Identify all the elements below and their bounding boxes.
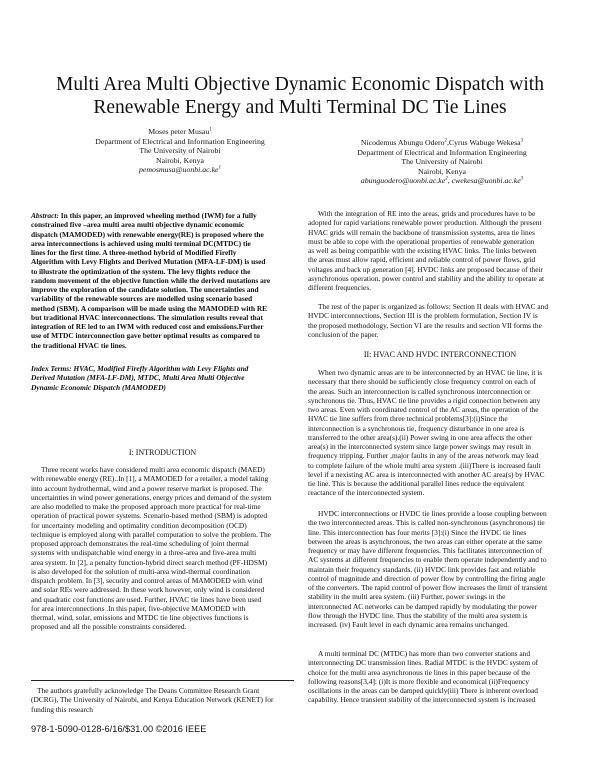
author-1-univ: The University of Nairobi [139, 146, 221, 156]
index-terms [31, 364, 294, 392]
section-2-paragraph-3 [308, 649, 572, 705]
author-2-univ: The University of Nairobi [401, 157, 483, 167]
right-intro-line: voltages and back up generation [4]. HVDC links are proposed because of their [308, 264, 543, 274]
author-3-email: , cwekesa@uonbi.ac.ke [447, 176, 521, 186]
index-terms-line: Dynamic Economic Dispatch (MAMODED) [31, 382, 166, 392]
abstract-line: but traditional HVAC interconnections. The simulation results reveal that [31, 312, 263, 322]
abstract-line: integration of RE led to an IWM with reduced cost and emissions.Further [31, 322, 264, 331]
sec2-line: reactance of the interconnected system. [308, 488, 425, 498]
author-3-name: ,Cyrus Wabuge Wekesa [446, 138, 521, 147]
intro-line: thermal, wind, solar, emissions and MTDC tie line objectives functions is [31, 613, 249, 622]
paper-title [40, 73, 560, 119]
right-intro-line: different frequencies. [308, 283, 372, 292]
footnote-rule [31, 680, 294, 681]
sec2-line: flow through the HVDC line. Thus the stability of the multi area system is [308, 610, 528, 620]
sec2-line: control of magnitude and direction of power flow by controlling the firing angle [308, 573, 545, 583]
abstract-line: use of MTDC interconnection gave better optimal results as compared to [31, 331, 260, 341]
sec2-line: capability. Hence transient stability of the interconnected system is increased [308, 695, 536, 705]
abstract-line: area interconnections is achieved using multi terminal DC(MTDC) tie [31, 238, 251, 248]
section-2-paragraph-2 [308, 509, 572, 629]
abstract-line: the traditional HVAC tie lines. [31, 340, 127, 350]
organization-paragraph [308, 302, 572, 339]
abstract-line: Algorithm with Levy Flights and Derived Mutation (MFA-LF-DM) is used [31, 257, 266, 267]
sec2-line: AC systems at different frequencies to enable them operate independently and to [308, 555, 547, 565]
abstract-line: lines for the first time. A three-method hybrid of Modified Firefly [31, 248, 237, 257]
intro-line: are also modelled to make the proposed approach more practical for real-time [31, 502, 261, 511]
organization-line: the proposed methodology, Section VI are the results and section VII forms the [308, 320, 542, 330]
abstract-line: method (SBM). A comparison will be made using the MAMODED with RE [31, 303, 268, 313]
footnote-line: (DCRG), The University of Nairobi, and Kenya Education Network (KENET) for [31, 695, 274, 705]
right-intro-paragraph [308, 209, 572, 292]
abstract [31, 211, 294, 350]
author-2-sup-1: 2 [444, 138, 447, 144]
author-block-1 [60, 127, 300, 175]
organization-line: conclusion of the paper. [308, 329, 379, 339]
index-terms-label: Index Terms: [31, 364, 72, 373]
abstract-line: to illustrate the optimization of the system. The levy flights reduce the [31, 266, 251, 276]
intro-line: with renewable energy (RE)..In [1], a MAMODED for a retailer, a model taking [31, 474, 269, 484]
right-intro-line: asynchronous operation, power control and stability and the ability to operate at [308, 273, 545, 283]
sec2-line: A multi terminal DC (MTDC) has more than two converter stations and [318, 649, 531, 658]
intro-line: for uncertainty modeling and optimality condition decomposition (OCD) [31, 520, 247, 530]
sec2-line: the areas. Such an interconnection is called synchronous interconnection or [308, 386, 531, 396]
title-line-2: Renewable Energy and Multi Terminal DC Tie Lines [93, 97, 507, 118]
author-1-name: Moses peter Musau [148, 127, 210, 136]
sec2-line: maintain their frequency standards. (ii) HVDC link provides fast and reliable [308, 564, 536, 574]
author-2-email-sup: 2 [445, 176, 448, 182]
author-block-2 [312, 138, 572, 186]
author-2-city: Nairobi, Kenya [417, 166, 467, 176]
sec2-line: the two interconnected areas. This is called non-synchronous (asynchronous) tie [308, 518, 545, 528]
intro-line: proposed and all the possible constraints considered. [31, 622, 187, 632]
index-terms-line: Derived Mutation (MFA-LF-DM), MTDC, Multi Area Multi Objective [31, 373, 245, 383]
sec2-line: tie line. This is because the additional parallel lines reduce the equivalent [308, 479, 525, 488]
intro-line: systems with undispatchable wind energy in a three-area and five-area multi [31, 548, 257, 558]
title-line-1: Multi Area Multi Objective Dynamic Economic Dispatch with [56, 74, 544, 95]
sec2-line: interconnection is a synchronous tie, frequency disturbance in one area is [308, 423, 525, 433]
intro-line: area system. In [2], a penalty function-hybrid direct search method (PF-HDSM) [31, 557, 268, 567]
author-2-dept: Department of Electrical and Information Engineering [357, 147, 527, 157]
sec2-line: line. This interconnection has four merits [3]:(i) Since the HVDC tie lines [308, 527, 527, 537]
sec2-line: area(s) in the interconnected system since large power swings may result in [308, 442, 531, 451]
intro-line: proposed approach demonstrates the real-time scheduling of joint thermal [31, 539, 249, 548]
abstract-line: variability of the renewable sources are modelled using scenario based [31, 294, 253, 304]
section-heading-introduction: I: INTRODUCTION [128, 448, 197, 457]
sec2-line: interconnected AC networks can be damped rapidly by modulating the power [308, 601, 538, 611]
abstract-line: improve the exploration of the candidate solution. The uncertainties and [31, 285, 259, 294]
sec2-line: stability in the multi area system. (iii) Further, power swings in the [308, 592, 506, 602]
sec2-line: to complete failure of the whole multi area system .(iii)There is increased fault [308, 460, 541, 470]
intro-line: Three recent works have considered multi area economic dispatch (MAED) [41, 465, 265, 474]
section-2-paragraph-1 [308, 368, 572, 498]
abstract-line: dispatch (MAMODED) with renewable energy(RE) is proposed where the [31, 229, 264, 239]
right-intro-line: HVAC grids will remain the backbone of transmission systems, area tie lines [308, 227, 535, 237]
sec2-line: increased. (iv) Fault level in each dynamic area remains unchanged. [308, 620, 509, 629]
sec2-line: two areas. Even with coordinated control of the AC areas, the operation of the [308, 405, 539, 414]
sec2-line: necessary that there should be sufficiently close frequency control on each of [308, 377, 536, 387]
intro-line: operation of practical power systems. Scenario-based method (SBM) is adopted [31, 511, 268, 521]
abstract-line: In this paper, an improved wheeling method (IWM) for a fully [60, 211, 257, 220]
right-intro-line: the areas must allow rapid, efficient and reliable control of power flows, grid [308, 255, 536, 265]
abstract-label: Abstract: [31, 211, 59, 220]
sec2-line: HVDC interconnections or HVDC tie lines provide a loose coupling between [318, 509, 547, 518]
footnote-line: The authors gratefully acknowledge The Deans Committee Research Grant [37, 686, 260, 695]
sec2-line: transferred to the other area(s).(ii) Power swing in one area affects the other [308, 432, 533, 442]
author-1-sup: 1 [209, 127, 212, 133]
intro-line: for area interconnections .In this paper, five-objective MAMODED with [31, 603, 246, 613]
sec2-line: oscillations in the areas can be damped quickly(iii) There is inherent overload [308, 686, 538, 695]
intro-line: technique is employed along with parallel computation to solve the problem. The [31, 529, 272, 539]
footnote-line: funding this research [31, 704, 93, 714]
sec2-line: of the converters. The rapid control of power flow increases the limit of transient [308, 583, 548, 592]
isbn-copyright: 978-1-5090-0128-6/16/$31.00 ©2016 IEEE [31, 724, 207, 734]
sec2-line: frequency tripping. Further ,major faults in any of the areas network may lead [308, 451, 539, 461]
right-intro-line: adopted for rapid variations renewable power production. Although the present [308, 218, 542, 228]
author-1-email-sup: 1 [218, 165, 221, 171]
sec2-line: level if a nexisting AC area is interconnected with another AC area(s) by HVAC [308, 469, 545, 479]
right-intro-line: as well as being compatible with the existing HVAC links. The links between [308, 246, 537, 255]
author-1-city: Nairobi, Kenya [155, 155, 205, 165]
author-3-email-sup: 3 [520, 176, 524, 182]
intro-line: uncertainties in wind power generations, energy prices and demand of the system [31, 492, 272, 502]
organization-line: The rest of the paper is organized as follows: Section II deals with HVAC and [318, 302, 549, 311]
intro-line: and solar REs were addressed. In these work however, only wind is considered [31, 585, 265, 595]
author-3-sup: 3 [520, 138, 524, 144]
sec2-line: following reasons[3,4]: (i)It is more flexible and economical (ii)Frequency [308, 676, 530, 686]
sec2-line: choice for the multi area asynchronous tie lines in this paper because of the [308, 667, 531, 677]
introduction-paragraph [31, 465, 294, 632]
abstract-line: random movement of the objective function while the derived mutations are [31, 275, 271, 285]
intro-line: is also developed for the solution of multi-area wind-thermal coordination [31, 566, 250, 576]
author-1-dept: Department of Electrical and Information Engineering [95, 136, 265, 146]
intro-line: into account hydrothermal, wind and a power reserve market is proposed. The [31, 483, 262, 493]
sec2-line: HVAC tie line suffers from three technical problems[3]:(i)Since the [308, 414, 508, 424]
author-1-email: pemosmusa@uonbi.ac.ke [139, 165, 219, 175]
organization-line: HVDC interconnections, Section III is the problem formulation, Section IV is [308, 311, 538, 321]
author-2-email: abunguodero@uonbi.ac.ke [360, 176, 446, 186]
sec2-line: synchronous tie. Thus, HVAC tie line provides a rigid connection between any [308, 395, 541, 405]
author-2-name: Nicodemus Abungu Odero [360, 138, 445, 147]
intro-line: dispatch problem. In [3], security and control areas of MAMODED with wind [31, 576, 263, 585]
sec2-line: interconnecting DC transmission lines. Radial MTDC is the HVDC system of [308, 658, 539, 668]
sec2-line: When two dynamic areas are to be interconnected by an HVAC tie line, it is [318, 368, 543, 377]
sec2-line: between the areas is asynchronous, the two areas can either operate at the same [308, 536, 542, 546]
section-heading-hvac-hvdc: II: HVAC AND HVDC INTERCONNECTION [363, 350, 517, 359]
right-intro-line: With the integration of RE into the areas, grids and procedures have to be [318, 209, 536, 218]
abstract-line: constrained five –area multi area multi objective dynamic economic [31, 220, 245, 230]
index-terms-line: HVAC, Modified Firefly Algorithm with Levy Flights and [73, 364, 249, 373]
footnote [31, 686, 294, 714]
right-intro-line: must be able to cope with the operational properties of renewable generation [308, 236, 535, 246]
sec2-line: frequency or may have different frequencies. This facilitates interconnection of [308, 546, 543, 555]
intro-line: and quadratic cost functions are used. Further, HVAC tie lines have been used [31, 594, 262, 604]
